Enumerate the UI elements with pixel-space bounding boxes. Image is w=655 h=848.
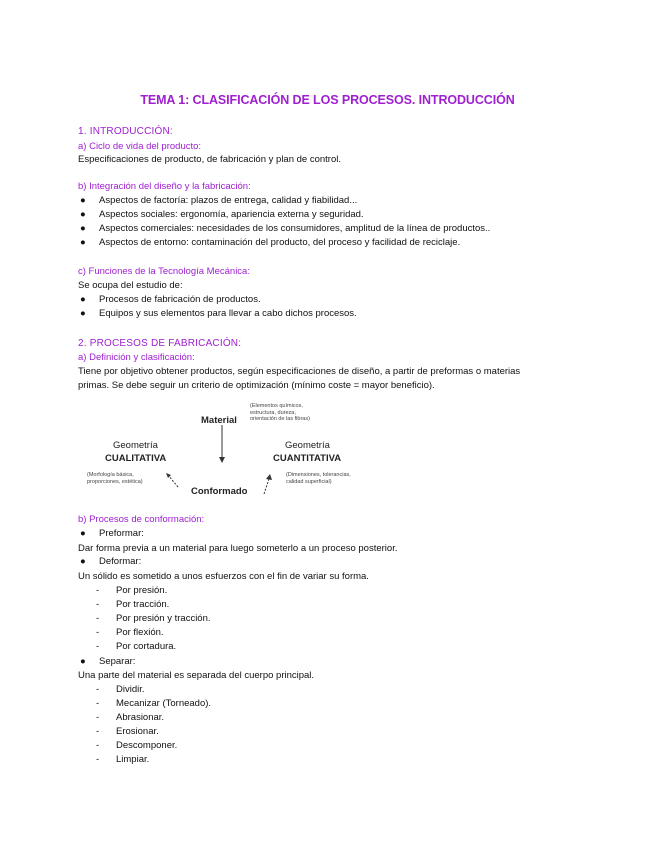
section-1a-heading: a) Ciclo de vida del producto: — [78, 141, 202, 152]
bullet-icon: ● — [80, 528, 86, 539]
diagram-material-note: (Elementos químicos, estructura, dureza, orientación de las fibras) — [250, 403, 310, 422]
bullet-icon: ● — [80, 195, 86, 206]
arrow-head-down — [219, 457, 225, 463]
section-1c-intro: Se ocupa del estudio de: — [78, 280, 183, 291]
page-title: TEMA 1: CLASIFICACIÓN DE LOS PROCESOS. INTRODUCCIÓN — [140, 93, 515, 107]
bullet-icon: ● — [80, 656, 86, 667]
section-2b-heading: b) Procesos de conformación: — [78, 514, 205, 525]
separar-text: Una parte del material es separada del cuerpo principal. — [78, 670, 315, 681]
diagram-cuantitativa-line2: CUANTITATIVA — [273, 453, 342, 464]
conformado-diagram — [80, 397, 400, 505]
section-1b-heading: b) Integración del diseño y la fabricación: — [78, 181, 251, 192]
arrow-to-cualitativa — [168, 475, 178, 487]
document-page: TEMA 1: CLASIFICACIÓN DE LOS PROCESOS. INTRODUCCIÓN 1. INTRODUCCIÓN: a) Ciclo de vida del producto: Especificaciones de producto, de fabricación y plan de control. b) Integración del diseño y la fabricación: ● Aspectos de factoría: plazos de entrega, calidad y fiabilidad... ● Aspectos sociales: ergonomía, apariencia externa y seguridad. ● Aspectos comerciales: necesidades de los consumidores, amplitud de la línea de productos.. ● Aspectos de entorno: contaminación del producto, del proceso y facilidad de reciclaje. c) Funciones de la Tecnología Mecánica: Se ocupa del estudio de: ● Procesos de fabricación de productos. ● Equipos y sus elementos para llevar a cabo dichos procesos. 2. PROCESOS DE FABRICACIÓN: a) Definición y clasificación: Tiene por objetivo obtener productos, según especificaciones de diseño, a partir de preformas o materias primas. Se debe seguir un criterio de optimización (mínimo coste = mayor beneficio). Material (Elementos químicos, estructura, dureza, orientación de las fibras) Geometría CUALITATIVA (Morfología básica, proporciones, estética) Geometría CUANTITATIVA (Dimensiones, tolerancias, calidad superficial) Conformado b) Procesos de conformación: ● Preformar: Dar forma previa a un material para luego someterlo a un proceso posterior. ● Deformar: Un sólido es sometido a unos esfuerzos con el fin de variar su forma. - Por presión. - Por tracción. - Por presión y tracción. - Por flexión. - Por cortadura. ● Separar: Una parte del material es separada del cuerpo principal. - Dividir. - Mecanizar (Torneado). - Abrasionar. - Erosionar. - Descomponer. - Limpiar. — [0, 0, 655, 848]
diagram-cualitativa-line2: CUALITATIVA — [105, 453, 167, 464]
bullet-icon: ● — [80, 308, 86, 319]
bullet-icon: ● — [80, 556, 86, 567]
section-2-heading: 2. PROCESOS DE FABRICACIÓN: — [78, 338, 242, 349]
diagram-cualitativa-note: (Morfología básica, proporciones, estética) — [87, 472, 143, 485]
section-1c-heading: c) Funciones de la Tecnología Mecánica: — [78, 266, 250, 277]
diagram-cuantitativa-line1: Geometría — [285, 440, 330, 451]
bullet-icon: ● — [80, 237, 86, 248]
section-2a-text-line1: Tiene por objetivo obtener productos, según especificaciones de diseño, a partir de preformas o materias — [78, 366, 521, 377]
diagram-cuantitativa-note: (Dimensiones, tolerancias, calidad superficial) — [286, 472, 351, 485]
diagram-conformado-label: Conformado — [191, 486, 248, 497]
bullet-icon: ● — [80, 223, 86, 234]
arrow-to-cuantitativa — [264, 479, 269, 494]
diagram-material-label: Material — [201, 415, 237, 426]
section-1-heading: 1. INTRODUCCIÓN: — [78, 126, 173, 137]
section-2a-text-line2: primas. Se debe seguir un criterio de optimización (mínimo coste = mayor beneficio). — [78, 380, 435, 391]
bullet-icon: ● — [80, 294, 86, 305]
section-2a-heading: a) Definición y clasificación: — [78, 352, 195, 363]
diagram-cualitativa-line1: Geometría — [113, 440, 158, 451]
deformar-text: Un sólido es sometido a unos esfuerzos con el fin de variar su forma. — [78, 571, 369, 582]
section-1a-text: Especificaciones de producto, de fabricación y plan de control. — [78, 154, 341, 165]
preformar-text: Dar forma previa a un material para luego someterlo a un proceso posterior. — [78, 543, 398, 554]
bullet-icon: ● — [80, 209, 86, 220]
arrow-head-right — [266, 474, 272, 480]
